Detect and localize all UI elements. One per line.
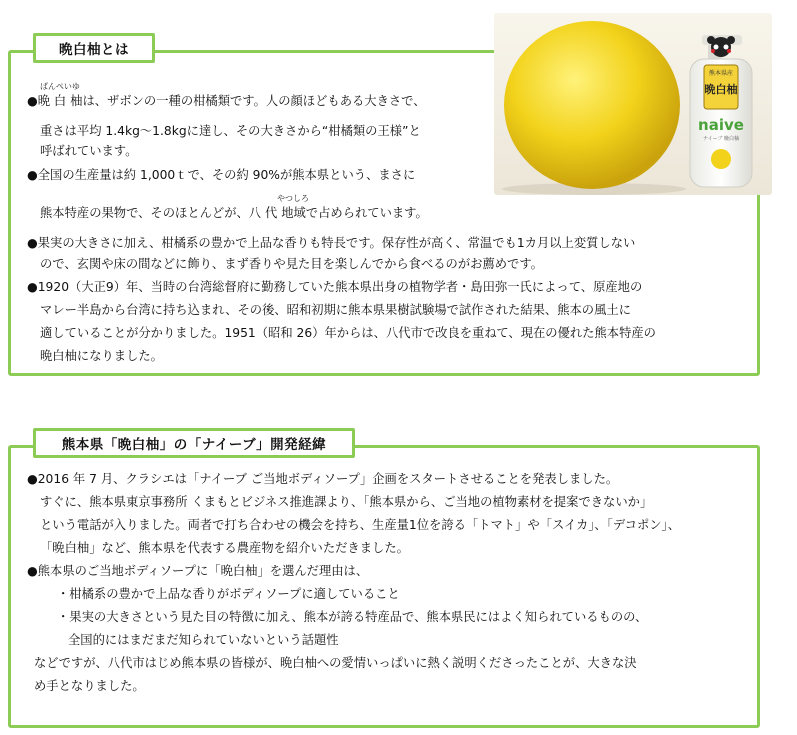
intro-line-2: 重さは平均 1.4kg～1.8kgに達し、その大きさから“柑橘類の王様”と [40, 124, 421, 138]
bottle-label-main: 晩白柚 [704, 83, 738, 96]
intro-line-11: 晩白柚になりました。 [40, 349, 163, 363]
dev-line-2: すぐに、熊本県東京事務所 くまもとビジネス推進課より、「熊本県から、ご当地の植物素材を提案できないか」 [40, 495, 653, 509]
intro-line-7: ので、玄関や床の間などに飾り、まず香りや見た目を楽しんでから食べるのがお薦めです。 [40, 257, 543, 271]
dev-line-9: などですが、八代市はじめ熊本県の皆様が、晩白柚への愛情いっぱいに熱く説明くださったことが、大きな決 [34, 656, 637, 670]
product-photo [494, 13, 772, 195]
development-section-title: 熊本県「晩白柚」の「ナイーブ」開発経緯 [33, 428, 355, 458]
bottle-label-top: 熊本県産 [708, 70, 734, 77]
intro-line-4: ●全国の生産量は約 1,000ｔで、その約 90%が熊本県という、まさに [27, 168, 416, 182]
intro-line-6: ●果実の大きさに加え、柑橘系の豊かで上品な香りも特長です。保存性が高く、常温でも1カ月以上変質しない [27, 236, 636, 250]
dev-line-8: 全国的にはまだまだ知られていないという話題性 [68, 633, 339, 647]
ruby-banpeiyu: ばんぺいゆ [40, 82, 80, 91]
banpeiyu-fruit [504, 21, 680, 189]
intro-line-9: マレー半島から台湾に持ち込まれ、その後、昭和初期に熊本県果樹試験場で試作された結果、熊本の風土に [40, 303, 631, 317]
dev-line-6: ・柑橘系の豊かで上品な香りがボディソープに適していること [57, 587, 400, 601]
intro-line-8: ●1920（大正9）年、当時の台湾総督府に勤務していた熊本県出身の植物学者・島田弥一氏によって、原産地の [27, 280, 643, 294]
ruby-yatsushiro: やつしろ [277, 194, 309, 203]
intro-line-10: 適していることが分かりました。1951（昭和 26）年からは、八代市で改良を重ねて、現在の優れた熊本特産の [40, 326, 656, 340]
intro-line-5: 熊本特産の果物で、そのほとんどが、八 代 地域で占められています。 [40, 206, 428, 220]
intro-section-title: 晩白柚とは [33, 33, 155, 63]
bottle-brand: naive [698, 116, 744, 134]
dev-line-4: 「晩白柚」など、熊本県を代表する農産物を紹介いただきました。 [40, 541, 409, 555]
intro-line-3: 呼ばれています。 [40, 144, 138, 158]
dev-line-10: め手となりました。 [34, 679, 145, 693]
dev-line-3: という電話が入りました。両者で打ち合わせの機会を持ち、生産量1位を誇る「トマト」や「スイカ」、「デコポン」、 [40, 518, 681, 532]
intro-line-1: ●晩 白 柚は、ザボンの一種の柑橘類です。人の顔ほどもある大きさで、 [27, 94, 426, 108]
dev-line-5: ●熊本県のご当地ボディソープに「晩白柚」を選んだ理由は、 [27, 564, 369, 578]
dev-line-7: ・果実の大きさという見た目の特徴に加え、熊本が誇る特産品で、熊本県民にはよく知られているものの、 [57, 610, 648, 624]
dev-line-1: ●2016 年 7 月、クラシエは「ナイーブ ご当地ボディソープ」企画をスタートさせることを発表しました。 [27, 472, 619, 486]
bottle-label-sub: ナイーブ 晩白柚 [703, 136, 739, 142]
banpeiyu-and-bottle-image [494, 13, 772, 195]
